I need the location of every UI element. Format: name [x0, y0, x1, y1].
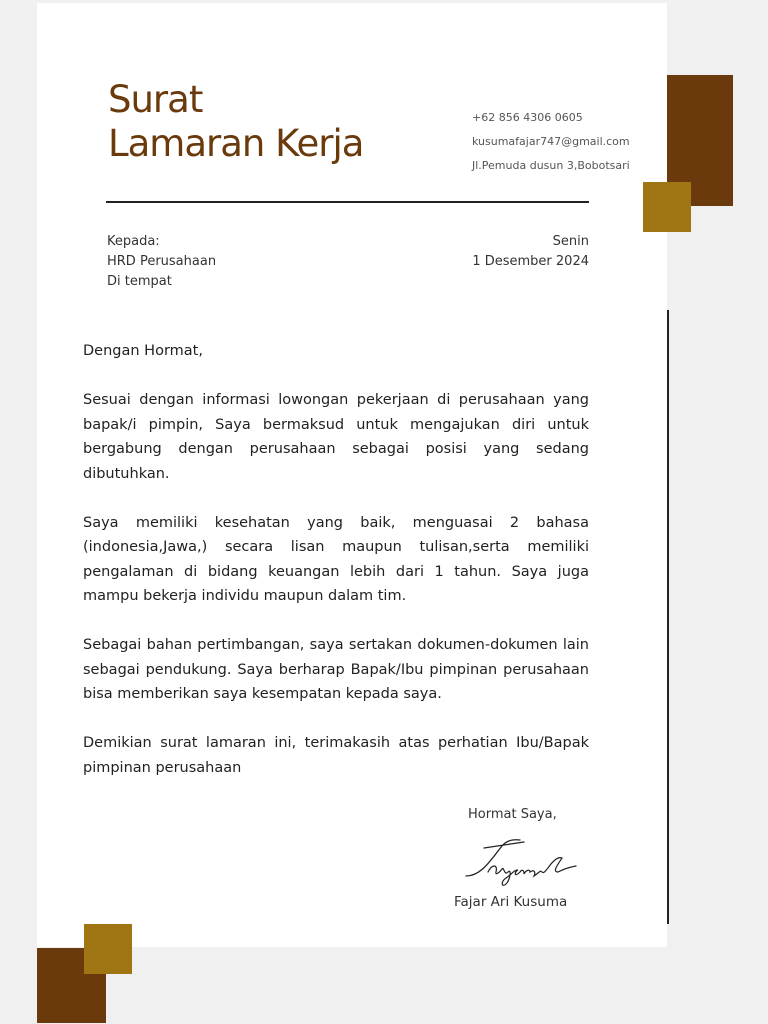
contact-address: Jl.Pemuda dusun 3,Bobotsari — [472, 159, 630, 172]
header-divider — [106, 201, 589, 203]
recipient-line-1: Kepada: — [107, 234, 160, 249]
paragraph-1: Sesuai dengan informasi lowongan pekerjaan di perusahaan yang bapak/i pimpin, Saya bermaksud untuk mengajukan diri untuk bergabung dengan perusahaan sebagai posisi yang sedang dibutuhkan. — [83, 392, 589, 482]
letter-title — [108, 78, 363, 166]
recipient-block — [107, 232, 216, 292]
date-day: Senin — [552, 234, 589, 249]
recipient-line-3: Di tempat — [107, 274, 172, 289]
decor-square-bottom-left-gold — [84, 924, 132, 974]
bottom-band — [37, 947, 733, 1024]
greeting: Dengan Hormat, — [83, 343, 203, 359]
right-vertical-rule — [667, 310, 669, 924]
paragraph-2: Saya memiliki kesehatan yang baik, menguasai 2 bahasa (indonesia,Jawa,) secara lisan maupun tulisan,serta memiliki pengalaman di bidang keuangan lebih dari 1 tahun. Saya juga mampu bekerja individu maupun dalam tim. — [83, 514, 589, 604]
recipient-line-2: HRD Perusahaan — [107, 254, 217, 269]
date-full: 1 Desember 2024 — [472, 254, 589, 269]
date-block — [420, 232, 589, 272]
handwritten-signature — [462, 836, 582, 892]
title-line-1: Surat — [108, 78, 203, 121]
signer-name: Fajar Ari Kusuma — [454, 894, 568, 910]
title-line-2: Lamaran Kerja — [108, 122, 364, 165]
contact-info — [472, 106, 650, 178]
decor-square-top-right-gold — [643, 182, 691, 232]
paragraph-4: Demikian surat lamaran ini, terimakasih atas perhatian Ibu/Bapak pimpinan perusahaan — [83, 735, 589, 776]
closing-salutation: Hormat Saya, — [468, 807, 557, 822]
contact-email: kusumafajar747@gmail.com — [472, 135, 630, 148]
contact-phone: +62 856 4306 0605 — [472, 111, 583, 124]
letter-body — [83, 339, 589, 805]
paragraph-3: Sebagai bahan pertimbangan, saya sertakan dokumen-dokumen lain sebagai pendukung. Saya berharap Bapak/Ibu pimpinan perusahaan bisa memberikan saya kesempatan kepada saya. — [83, 637, 589, 702]
